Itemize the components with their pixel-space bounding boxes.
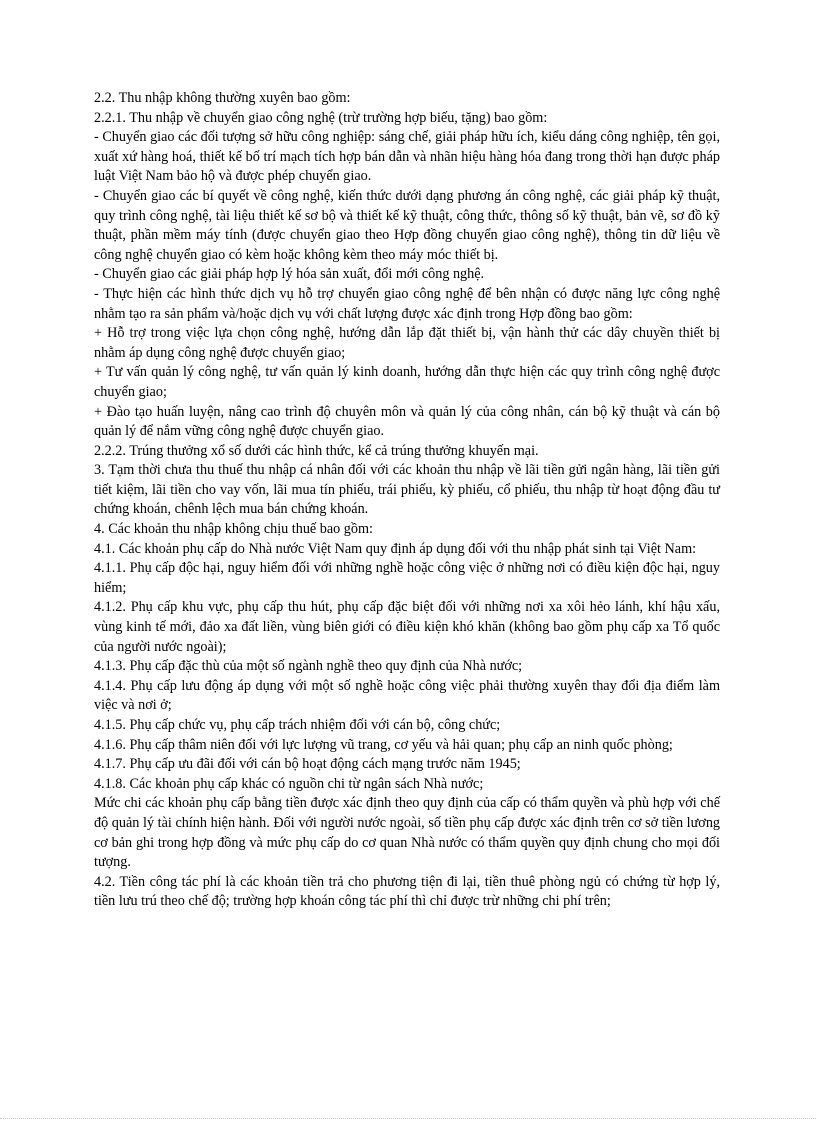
paragraph: 4. Các khoản thu nhập không chịu thuế bao gồm: [94, 521, 373, 538]
paragraph: + Hỗ trợ trong việc lựa chọn công nghệ, hướng dẫn lắp đặt thiết bị, vận hành thử các dây chuyền thiết bị nhằm áp dụng công nghệ được chuyển giao; [94, 325, 720, 361]
paragraph: 4.1.3. Phụ cấp đặc thù của một số ngành nghề theo quy định của Nhà nước; [94, 658, 523, 675]
paragraph: - Chuyển giao các bí quyết về công nghệ, kiến thức dưới dạng phương án công nghệ, các giải pháp kỹ thuật, quy trình công nghệ, tài liệu thiết kế sơ bộ và thiết kế kỹ thuật, công thức, thông số kỹ thuật, bản vẽ, sơ đồ kỹ thuật, phần mềm máy tính (được chuyển giao theo Hợp đồng chuyển giao công nghệ), thông tin dữ liệu về công nghệ chuyển giao có kèm hoặc không kèm theo máy móc thiết bị. [94, 187, 720, 263]
paragraph: 2.2.2. Trúng thưởng xổ số dưới các hình thức, kể cả trúng thưởng khuyến mại. [94, 442, 539, 459]
document-body [94, 89, 720, 912]
page-bottom-divider [0, 1118, 816, 1119]
paragraph: 4.1.4. Phụ cấp lưu động áp dụng với một số nghề hoặc công việc phải thường xuyên thay đổi địa điểm làm việc và nơi ở; [94, 677, 720, 714]
paragraph: 2.2. Thu nhập không thường xuyên bao gồm: [94, 90, 351, 106]
paragraph: + Đào tạo huấn luyện, nâng cao trình độ chuyên môn và quản lý của công nhân, cán bộ kỹ thuật và cán bộ quản lý để nắm vững công nghệ được chuyển giao. [94, 403, 720, 440]
paragraph: - Thực hiện các hình thức dịch vụ hỗ trợ chuyển giao công nghệ để bên nhận có được năng lực công nghệ nhằm tạo ra sản phẩm và/hoặc dịch vụ với chất lượng được xác định trong Hợp đồng bao gồm: [94, 285, 720, 322]
paragraph: - Chuyển giao các đối tượng sở hữu công nghiệp: sáng chế, giải pháp hữu ích, kiểu dáng công nghiệp, tên gọi, xuất xứ hàng hoá, thiết kế bố trí mạch tích hợp bán dẫn và nhãn hiệu hàng hóa đang trong thời hạn được pháp luật Việt Nam bảo hộ và được phép chuyển giao. [94, 129, 720, 185]
paragraph: 4.1.6. Phụ cấp thâm niên đối với lực lượng vũ trang, cơ yếu và hải quan; phụ cấp an ninh quốc phòng; [94, 736, 673, 753]
paragraph: 4.1.8. Các khoản phụ cấp khác có nguồn chi từ ngân sách Nhà nước; [94, 775, 484, 792]
paragraph: 4.2. Tiền công tác phí là các khoản tiền trả cho phương tiện đi lại, tiền thuê phòng ngủ có chứng từ hợp lý, tiền lưu trú theo chế độ; trường hợp khoán công tác phí thì chỉ được trừ những chi phí trên; [94, 873, 720, 910]
paragraph: 4.1.1. Phụ cấp độc hại, nguy hiểm đối với những nghề hoặc công việc ở những nơi có điều kiện độc hại, nguy hiểm; [94, 560, 720, 596]
paragraph: - Chuyển giao các giải pháp hợp lý hóa sản xuất, đổi mới công nghệ. [94, 266, 485, 283]
paragraph: Mức chi các khoản phụ cấp bằng tiền được xác định theo quy định của cấp có thẩm quyền và phù hợp với chế độ quản lý tài chính hiện hành. Đối với người nước ngoài, số tiền phụ cấp được xác định trên cơ sở tiền lương cơ bản ghi trong hợp đồng và mức phụ cấp do cơ quan Nhà nước có thẩm quyền quy định chung cho mọi đối tượng. [94, 795, 720, 871]
paragraph: 4.1.5. Phụ cấp chức vụ, phụ cấp trách nhiệm đối với cán bộ, công chức; [94, 717, 501, 733]
paragraph: 2.2.1. Thu nhập về chuyển giao công nghệ (trừ trường hợp biếu, tặng) bao gồm: [94, 109, 548, 126]
paragraph: 4.1. Các khoản phụ cấp do Nhà nước Việt Nam quy định áp dụng đối với thu nhập phát sinh tại Việt Nam: [94, 540, 697, 557]
paragraph: + Tư vấn quản lý công nghệ, tư vấn quản lý kinh doanh, hướng dẫn thực hiện các quy trình công nghệ được chuyển giao; [94, 364, 720, 400]
paragraph: 3. Tạm thời chưa thu thuế thu nhập cá nhân đối với các khoản thu nhập về lãi tiền gửi ngân hàng, lãi tiền gửi tiết kiệm, lãi tiền cho vay vốn, lãi mua tín phiếu, trái phiếu, kỳ phiếu, cổ phiếu, thu nhập từ hoạt động đầu tư chứng khoán, chênh lệch mua bán chứng khoán. [94, 462, 720, 518]
paragraph: 4.1.2. Phụ cấp khu vực, phụ cấp thu hút, phụ cấp đặc biệt đối với những nơi xa xôi hẻo lánh, khí hậu xấu, vùng kinh tế mới, đảo xa đất liền, vùng biên giới có điều kiện khó khăn (không bao gồm phụ cấp xa Tổ quốc của người nước ngoài); [94, 599, 720, 655]
paragraph: 4.1.7. Phụ cấp ưu đãi đối với cán bộ hoạt động cách mạng trước năm 1945; [94, 756, 521, 773]
